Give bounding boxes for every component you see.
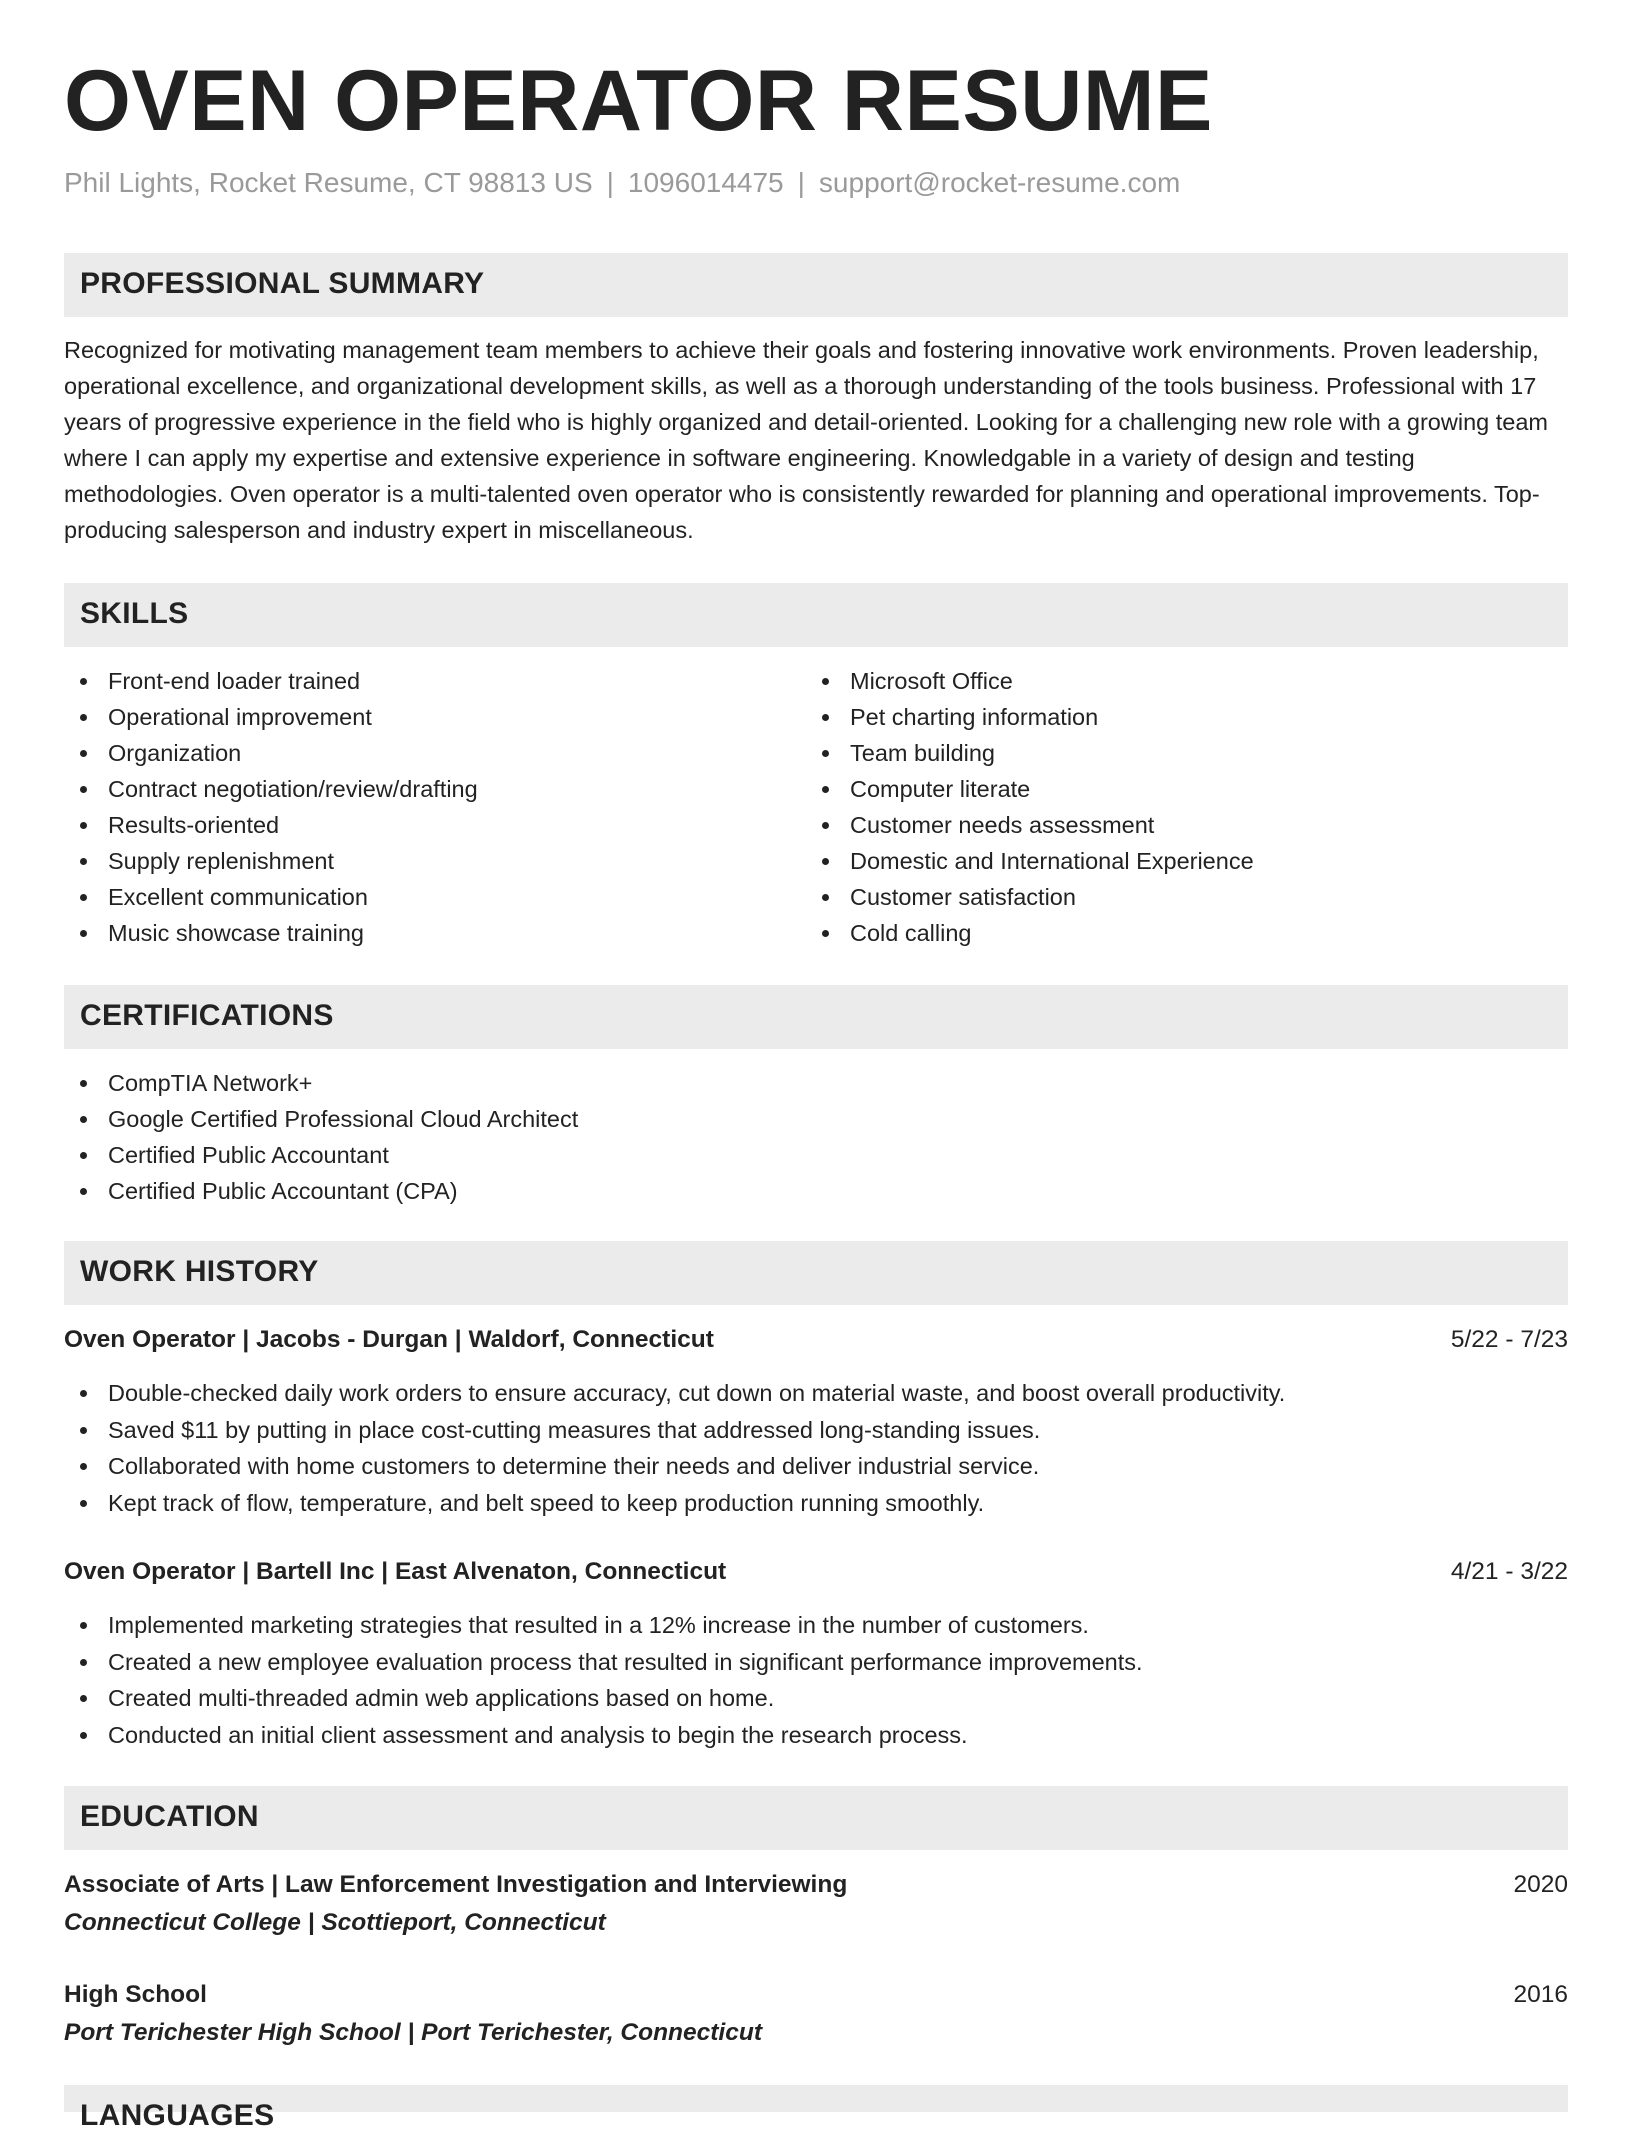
skill-item: Customer needs assessment (806, 807, 1254, 843)
section-header-languages (64, 2085, 1568, 2132)
contact-line (64, 167, 1180, 199)
contact-phone: 1096014475 (627, 167, 784, 198)
degree-title: Associate of Arts | Law Enforcement Investigation and Interviewing (64, 1871, 848, 1898)
job-bullets (64, 1375, 1285, 1521)
contact-email: support@rocket-resume.com (818, 167, 1181, 198)
job-bullet: Double-checked daily work orders to ensure accuracy, cut down on material waste, and boost overall productivity. (64, 1375, 1285, 1412)
section-header-skills (64, 583, 1568, 647)
skill-item: Organization (64, 735, 478, 771)
education-year: 2020 (1513, 1871, 1568, 1898)
section-title: CERTIFICATIONS (80, 999, 334, 1032)
skill-item: Domestic and International Experience (806, 843, 1254, 879)
section-header-work-history (64, 1241, 1568, 1305)
job-bullet: Saved $11 by putting in place cost-cutting measures that addressed long-standing issues. (64, 1412, 1285, 1449)
resume-title: OVEN OPERATOR RESUME (64, 53, 1213, 149)
job-dates: 4/21 - 3/22 (1450, 1558, 1568, 1585)
school-name: Connecticut College | Scottieport, Connecticut (64, 1909, 606, 1936)
job-title: Oven Operator | Jacobs - Durgan | Waldorf, Connecticut (64, 1326, 714, 1353)
certification-item: Certified Public Accountant (64, 1137, 578, 1173)
section-title: WORK HISTORY (80, 1255, 319, 1288)
skills-list-left (64, 663, 478, 951)
job-bullet: Conducted an initial client assessment and analysis to begin the research process. (64, 1717, 1143, 1754)
section-header-certifications (64, 985, 1568, 1049)
job-header (64, 1322, 1568, 1358)
contact-address: Phil Lights, Rocket Resume, CT 98813 US (64, 167, 593, 198)
job-bullet: Created multi-threaded admin web applications based on home. (64, 1680, 1143, 1717)
skill-item: Music showcase training (64, 915, 478, 951)
summary-text: Recognized for motivating management team members to achieve their goals and fostering innovative work environments. Proven leadership, operational excellence, and organizational development skills, as well as a thorough understanding of the tools business. Professional with 17 years of progressive experience in the field who is highly organized and detail-oriented. Looking for a challenging new role with a growing team where I can apply my expertise and extensive experience in software engineering. Knowledgable in a variety of design and testing methodologies. Oven operator is a multi-talented oven operator who is consistently rewarded for planning and operational improvements. Top-producing salesperson and industry expert in miscellaneous. (64, 337, 1548, 543)
skill-item: Front-end loader trained (64, 663, 478, 699)
section-title: PROFESSIONAL SUMMARY (80, 267, 485, 300)
skill-item: Customer satisfaction (806, 879, 1254, 915)
job-bullet: Created a new employee evaluation process that resulted in significant performance improvements. (64, 1644, 1143, 1681)
skill-item: Computer literate (806, 771, 1254, 807)
contact-separator: | (606, 167, 614, 198)
job-bullet: Implemented marketing strategies that resulted in a 12% increase in the number of customers. (64, 1607, 1143, 1644)
section-title: LANGUAGES (80, 2099, 275, 2132)
skill-item: Cold calling (806, 915, 1254, 951)
skill-item: Microsoft Office (806, 663, 1254, 699)
certification-item: CompTIA Network+ (64, 1065, 578, 1101)
section-header-education (64, 1786, 1568, 1850)
job-header (64, 1554, 1568, 1590)
education-header (64, 1977, 1568, 2013)
job-bullets (64, 1607, 1143, 1753)
section-header-summary (64, 253, 1568, 317)
skill-item: Contract negotiation/review/drafting (64, 771, 478, 807)
skill-item: Pet charting information (806, 699, 1254, 735)
job-bullet: Kept track of flow, temperature, and belt speed to keep production running smoothly. (64, 1485, 1285, 1522)
job-dates: 5/22 - 7/23 (1450, 1326, 1568, 1353)
section-title: EDUCATION (80, 1800, 259, 1833)
job-bullet: Collaborated with home customers to determine their needs and deliver industrial service. (64, 1448, 1285, 1485)
certification-item: Certified Public Accountant (CPA) (64, 1173, 578, 1209)
skill-item: Results-oriented (64, 807, 478, 843)
contact-separator: | (797, 167, 805, 198)
skill-item: Operational improvement (64, 699, 478, 735)
skill-item: Supply replenishment (64, 843, 478, 879)
degree-title: High School (64, 1981, 207, 2008)
school-name: Port Terichester High School | Port Terichester, Connecticut (64, 2019, 762, 2046)
certification-item: Google Certified Professional Cloud Architect (64, 1101, 578, 1137)
skills-list-right (806, 663, 1254, 951)
job-title: Oven Operator | Bartell Inc | East Alvenaton, Connecticut (64, 1558, 727, 1585)
education-header (64, 1867, 1568, 1903)
section-title: SKILLS (80, 597, 189, 630)
skill-item: Excellent communication (64, 879, 478, 915)
education-year: 2016 (1513, 1981, 1568, 2008)
skill-item: Team building (806, 735, 1254, 771)
certifications-list (64, 1065, 578, 1209)
